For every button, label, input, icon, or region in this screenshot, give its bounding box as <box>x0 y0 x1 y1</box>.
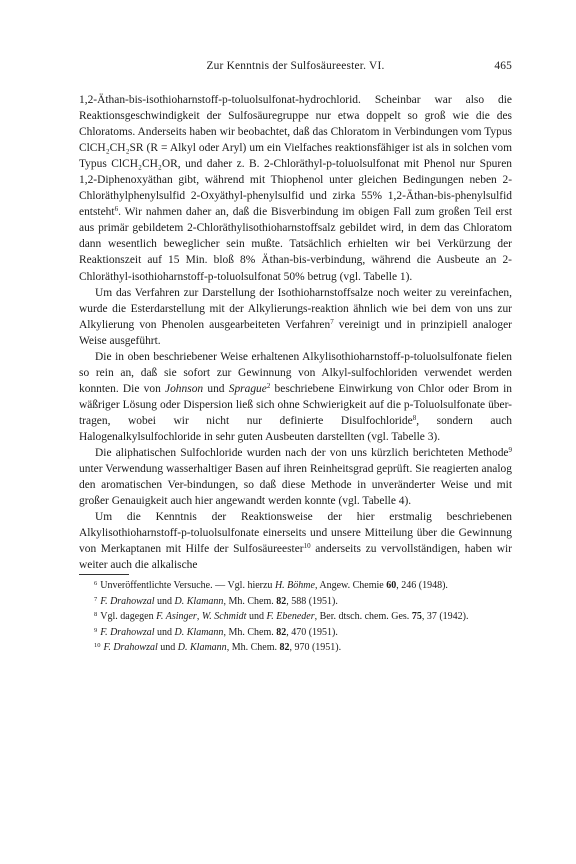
footnote: $^8$ Vgl. dagegen F. Asinger, W. Schmidt und F. Ebeneder, Ber. dtsch. chem. Ges. 75, 37 (1942). <box>94 611 469 623</box>
footnote-divider <box>79 574 129 575</box>
footnote: $^6$ Unveröffentlichte Versuche. — Vgl. hierzu H. Böhme, Angew. Chemie 60, 246 (1948). <box>94 580 448 592</box>
footnotes <box>79 577 512 654</box>
running-title: Zur Kenntnis der Sulfosäureester. VI. <box>206 60 385 72</box>
paragraph: Die in oben beschriebener Weise erhaltenen Alkylisothioharnstoff-p-toluolsulfonate fielen so rein an, daß sie sofort zur Gewinnung von Alkyl-sulfochloriden verwendet werden konnten. Die von Johnson und Sprague$^2$ beschriebene Einwirkung von Chlor oder Brom in wäßriger Lösung oder Dispersion ließ sich ohne Schwierigkeit auf die p-Toluolsulfonate über-tragen, wobei wir nicht nur definierte Disulfochloride$^8$, sondern auch Halogenalkylsulfochloride in sehr guten Ausbeuten darstellten (vgl. Tabelle 3). <box>79 350 512 443</box>
author-name: Sprague <box>228 382 267 395</box>
body-text <box>79 92 512 573</box>
footnote-ref: 10 <box>303 542 311 551</box>
running-header <box>79 60 512 78</box>
paragraph: Um die Kenntnis der Reaktionsweise der hier erstmalig beschriebenen Alkylisothioharnstoff-p-toluolsulfonate einerseits und unsere Mitteilung über die Gewinnung von Merkaptanen mit Hilfe der Sulfosäureester$^{10}$ anderseits zu vervollständigen, haben wir weiter auch die alkalische <box>79 511 512 572</box>
footnote-ref: 7 <box>330 317 334 326</box>
footnote-ref: 6 <box>114 205 119 214</box>
page-content <box>79 60 512 654</box>
page-number: 465 <box>494 60 512 72</box>
footnote-ref: 9 <box>508 446 512 455</box>
footnote-ref: 8 <box>412 413 417 422</box>
paragraph: Um das Verfahren zur Darstellung der Isothioharnstoffsalze noch weiter zu vereinfachen, wurde die Esterdarstellung mit der Alkylierungs-reaktion ähnlich wie bei dem von uns zur Alkylierung von Phenolen ausgearbeiteten Verfahren$^7$ vereinigt und in prinzipiell analoger Weise ausgeführt. <box>79 286 512 347</box>
footnote: $^7$ F. Drahowzal und D. Klamann, Mh. Chem. 82, 588 (1951). <box>94 595 338 607</box>
paragraph: 1,2-Äthan-bis-isothioharnstoff-p-toluolsulfonat-hydrochlorid. Scheinbar war also die Reaktionsgeschwindigkeit der Sulfosäuregruppe nur etwa doppelt so groß wie die des Chloratoms. Anderseits haben wir beobachtet, daß das Chloratom in Verbindungen vom Typus ClCH₂CH₂SR (R = Alkyl oder Aryl) um ein Vielfaches reaktionsfähiger ist als in solchen vom Typus ClCH₂CH₂OR, und daher z. B. 2-Chloräthyl-p-toluolsulfonat mit Phenol nur Spuren 1,2-Diphenoxyäthan gibt, während mit Thiophenol unter gleichen Bedingungen neben 2-Chloräthylphenylsulfid 2-Oxyäthyl-phenylsulfid und zirka 55% 1,2-Äthan-bis-phenylsulfid entsteht$^6$. Wir nahmen daher an, daß die Bisverbindung im obigen Fall zum großen Teil erst aus primär gebildetem 2-Chloräthylisothioharnstoffsalz gebildet wird, in dem das Chloratom dann wesentlich beweglicher sein mußte. Tatsächlich erhielten wir bei Verkürzung der Reaktionszeit auf 15 Min. bloß 8% Äthan-bis-verbindung, während die Ausbeute an 2-Chloräthyl-isothioharnstoff-p-toluolsulfonat 50% betrug (vgl. Tabelle 1). <box>79 94 512 283</box>
paragraph: Die aliphatischen Sulfochloride wurden nach der von uns kürzlich berichteten Methode$^9$ unter Verwendung wasserhaltiger Basen auf ihren Reinheitsgrad geprüft. Sie reagierten analog den aromatischen Ver-bindungen, so daß diese Methode in unveränderter Weise und mit großer Genauigkeit auch hier angewandt werden konnte (vgl. Tabelle 4). <box>79 446 512 508</box>
footnote-ref: 2 <box>266 381 271 390</box>
author-name: Johnson <box>165 382 204 395</box>
footnote: $^{10}$ F. Drahowzal und D. Klamann, Mh. Chem. 82, 970 (1951). <box>94 642 342 654</box>
footnote: $^9$ F. Drahowzal und D. Klamann, Mh. Chem. 82, 470 (1951). <box>94 626 338 638</box>
